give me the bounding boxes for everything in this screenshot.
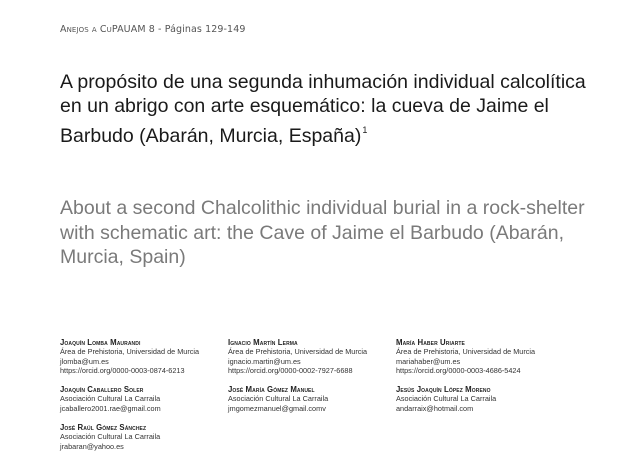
author-name: María Haber Uriarte — [396, 338, 465, 347]
author-name: José María Gómez Manuel — [228, 385, 315, 394]
series-name: Anejos a CuPAUAM 8 — [60, 24, 155, 35]
title-english — [60, 196, 600, 270]
author-affiliation: Área de Prehistoria, Universidad de Murcia — [228, 347, 368, 357]
author-affiliation: Área de Prehistoria, Universidad de Murcia — [60, 347, 200, 357]
author-block — [396, 385, 564, 413]
author-block — [60, 338, 228, 376]
author-block — [60, 385, 228, 413]
author-name: Joaquín Caballero Soler — [60, 385, 144, 394]
author-affiliation: Área de Prehistoria, Universidad de Murcia — [396, 347, 536, 357]
author-email[interactable]: jcaballero2001.rae@gmail.com — [60, 403, 161, 413]
author-email[interactable]: jmgomezmanuel@gmail.comv — [228, 403, 326, 413]
page-range: Páginas 129-149 — [164, 24, 246, 35]
author-orcid[interactable]: https://orcid.org/0000-0002-7927-6688 — [228, 366, 353, 376]
author-block — [60, 423, 228, 451]
author-block — [396, 338, 564, 376]
author-email[interactable]: jrabaran@yahoo.es — [60, 441, 124, 451]
author-email[interactable]: ignacio.martin@um.es — [228, 356, 301, 366]
author-email[interactable]: mariahaber@um.es — [396, 356, 461, 366]
author-block — [228, 338, 396, 376]
author-orcid[interactable]: https://orcid.org/0000-0003-0874-6213 — [60, 366, 185, 376]
author-name: Jesús Joaquín López Moreno — [396, 385, 491, 394]
author-block — [228, 385, 396, 413]
author-name: Ignacio Martín Lerma — [228, 338, 298, 347]
author-name: Joaquín Lomba Maurandi — [60, 338, 141, 347]
title-english-text: About a second Chalcolithic individual burial in a rock-shelter with schematic art: the Cave of Jaime el Barbudo (Abarán, Murcia, Spain) — [60, 197, 585, 268]
header-separator: - — [154, 24, 165, 35]
author-orcid[interactable]: https://orcid.org/0000-0003-4686-5424 — [396, 366, 521, 376]
running-header — [60, 24, 246, 35]
author-email[interactable]: jlomba@um.es — [60, 356, 109, 366]
author-name: José Raúl Gómez Sánchez — [60, 423, 147, 432]
title-spanish — [60, 70, 600, 148]
author-affiliation: Asociación Cultural La Carraila — [60, 394, 161, 404]
author-affiliation: Asociación Cultural La Carraila — [60, 432, 161, 442]
author-affiliation: Asociación Cultural La Carraila — [228, 394, 329, 404]
footnote-marker[interactable]: 1 — [362, 125, 368, 135]
author-email[interactable]: andarraix@hotmail.com — [396, 403, 474, 413]
author-affiliation: Asociación Cultural La Carraila — [396, 394, 497, 404]
title-spanish-text: A propósito de una segunda inhumación individual calcolítica en un abrigo con arte esquemático: la cueva de Jaime el Barbudo (Abarán, Murcia, España) — [60, 71, 586, 147]
